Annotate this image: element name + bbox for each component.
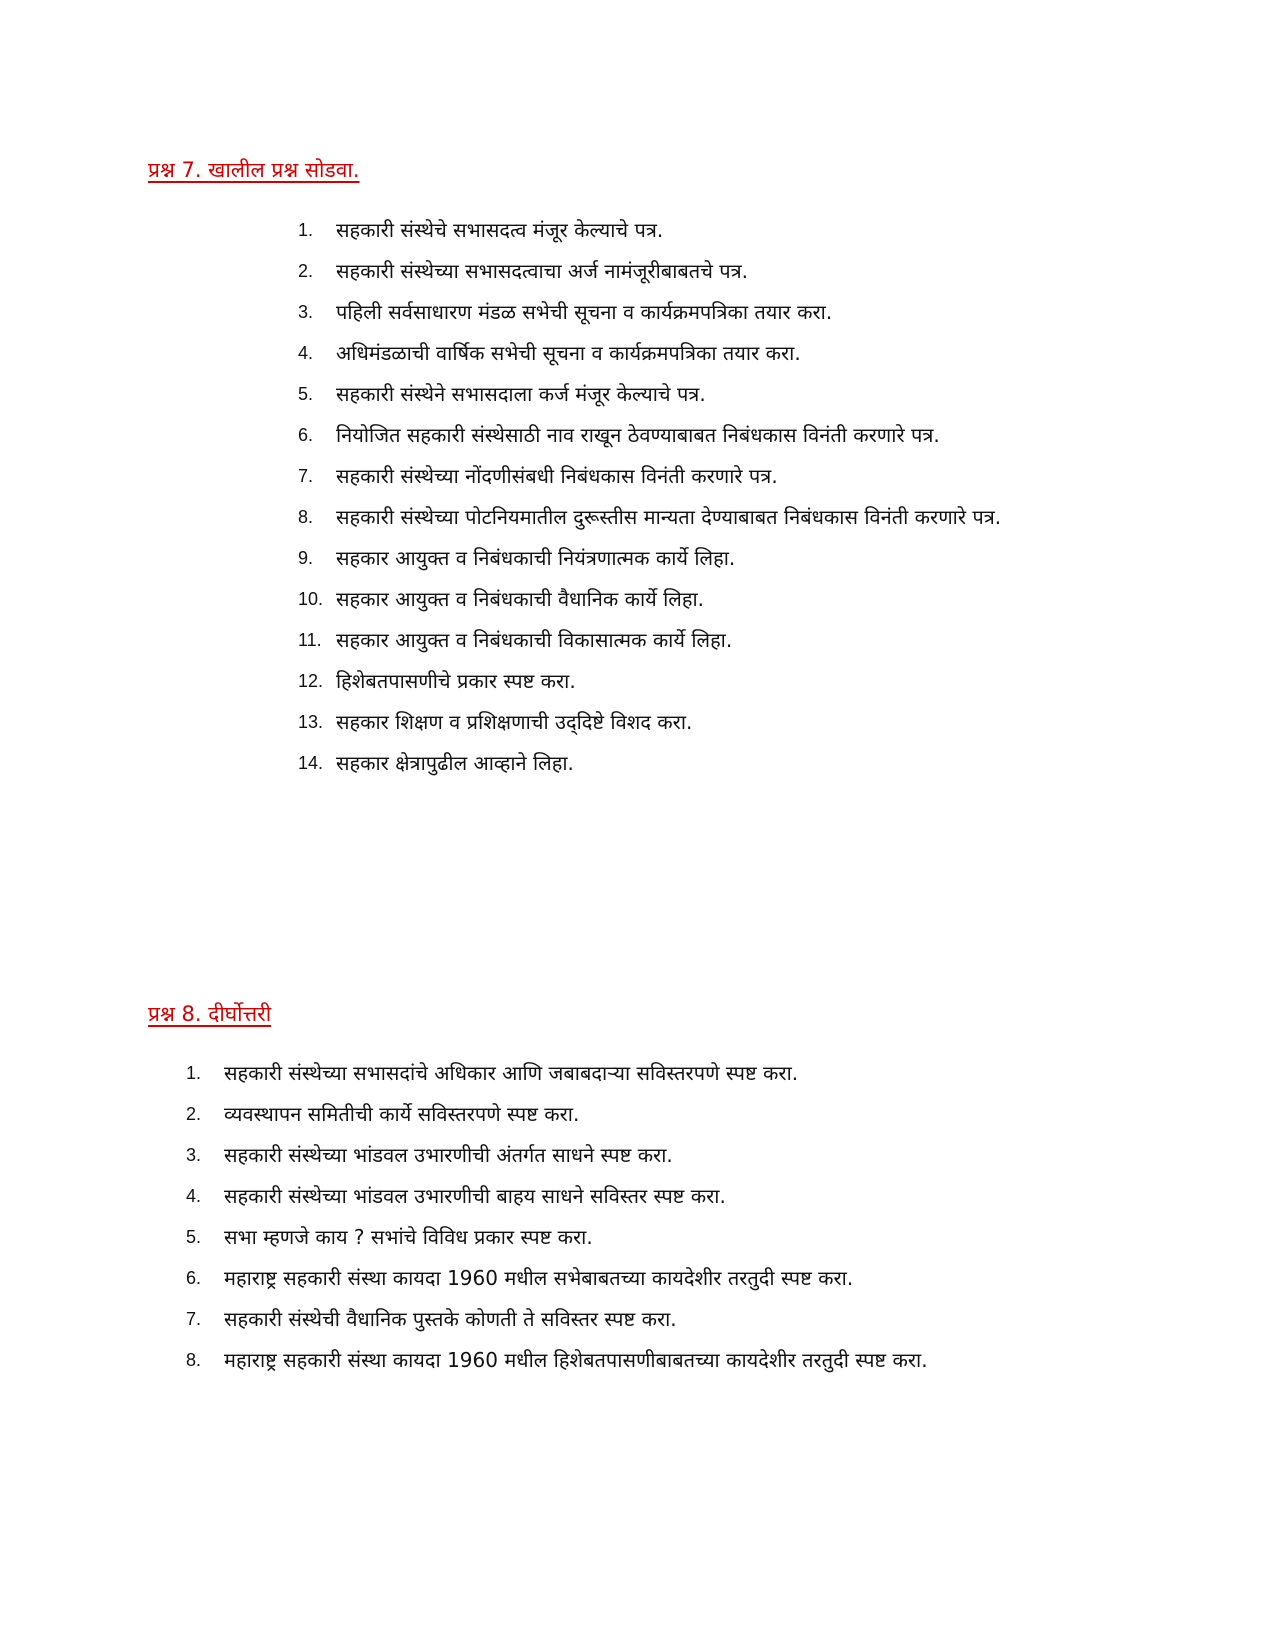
item-number: 4. [298,343,314,363]
item-text: महाराष्ट्र सहकारी संस्था कायदा 1960 मधील हिशेबतपासणीबाबतच्या कायदेशीर तरतुदी स्पष्ट करा. [224,1348,928,1372]
item-text: सहकार आयुक्त व निबंधकाची नियंत्रणात्मक कार्ये लिहा. [336,546,736,570]
item-number: 6. [298,425,314,445]
list-item [298,333,1098,374]
item-number: 14. [298,753,324,773]
item-number: 2. [186,1104,202,1124]
list-item [298,415,1098,456]
item-text: सहकार क्षेत्रापुढील आव्हाने लिहा. [336,751,574,775]
item-number: 11. [298,630,322,650]
list-item [298,620,1098,661]
item-number: 5. [186,1227,202,1247]
item-text: व्यवस्थापन समितीची कार्ये सविस्तरपणे स्पष्ट करा. [224,1102,580,1126]
item-text: सहकारी संस्थेच्या भांडवल उभारणीची अंतर्गत साधने स्पष्ट करा. [224,1143,673,1167]
item-number: 1. [298,220,314,240]
list-item [186,1053,1096,1094]
item-text: सहकारी संस्थेच्या सभासदत्वाचा अर्ज नामंजूरीबाबतचे पत्र. [336,259,749,283]
item-number: 7. [298,466,314,486]
item-text: हिशेबतपासणीचे प्रकार स्पष्ट करा. [336,669,576,693]
item-text: सहकार शिक्षण व प्रशिक्षणाची उद्‌दिष्टे विशद करा. [336,710,693,734]
list-item [298,251,1098,292]
list-item [298,497,1098,538]
list-item [298,374,1098,415]
list-item [298,538,1098,579]
item-text: सहकारी संस्थेच्या सभासदांचे अधिकार आणि जबाबदाऱ्या सविस्तरपणे स्पष्ट करा. [224,1061,799,1085]
item-number: 8. [186,1350,202,1370]
item-text: सहकारी संस्थेच्या भांडवल उभारणीची बाहय साधने सविस्तर स्पष्ट करा. [224,1184,726,1208]
item-text: अधिमंडळाची वार्षिक सभेची सूचना व कार्यक्रमपत्रिका तयार करा. [336,341,801,365]
section-heading-q8: प्रश्न 8. दीर्घोत्तरी [148,1002,272,1026]
item-number: 7. [186,1309,202,1329]
list-item [298,579,1098,620]
item-text: महाराष्ट्र सहकारी संस्था कायदा 1960 मधील सभेबाबतच्या कायदेशीर तरतुदी स्पष्ट करा. [224,1266,854,1290]
item-text: सभा म्हणजे काय ? सभांचे विविध प्रकार स्पष्ट करा. [224,1225,593,1249]
list-item [298,292,1098,333]
list-item [186,1217,1096,1258]
item-text: सहकारी संस्थेची वैधानिक पुस्तके कोणती ते सविस्तर स्पष्ट करा. [224,1307,677,1331]
item-number: 12. [298,671,324,691]
item-text: सहकारी संस्थेचे सभासदत्व मंजूर केल्याचे पत्र. [336,218,664,242]
item-number: 8. [298,507,314,527]
list-item [298,456,1098,497]
section-heading-q7: प्रश्न 7. खालील प्रश्न सोडवा. [148,158,360,182]
list-item [186,1258,1096,1299]
item-number: 6. [186,1268,202,1288]
item-text: पहिली सर्वसाधारण मंडळ सभेची सूचना व कार्यक्रमपत्रिका तयार करा. [336,300,833,324]
list-item [298,210,1098,251]
list-item [298,743,1098,784]
item-text: सहकार आयुक्त व निबंधकाची विकासात्मक कार्ये लिहा. [336,628,733,652]
list-item [186,1299,1096,1340]
item-text: नियोजित सहकारी संस्थेसाठी नाव राखून ठेवण्याबाबत निबंधकास विनंती करणारे पत्र. [336,423,940,447]
item-text: सहकारी संस्थेने सभासदाला कर्ज मंजूर केल्याचे पत्र. [336,382,706,406]
item-number: 13. [298,712,324,732]
list-item [186,1135,1096,1176]
item-number: 3. [298,302,314,322]
list-item [298,702,1098,743]
question-list-q8 [186,1053,1096,1381]
list-item [186,1176,1096,1217]
item-number: 2. [298,261,314,281]
item-number: 3. [186,1145,202,1165]
item-text: सहकारी संस्थेच्या पोटनियमातील दुरूस्तीस मान्यता देण्याबाबत निबंधकास विनंती करणारे पत्र. [336,505,1002,529]
item-number: 4. [186,1186,202,1206]
item-text: सहकार आयुक्त व निबंधकाची वैधानिक कार्ये लिहा. [336,587,704,611]
item-number: 1. [186,1063,202,1083]
item-number: 9. [298,548,314,568]
item-text: सहकारी संस्थेच्या नोंदणीसंबधी निबंधकास विनंती करणारे पत्र. [336,464,778,488]
item-number: 10. [298,589,324,609]
question-list-q7 [298,210,1098,784]
list-item [186,1094,1096,1135]
list-item [298,661,1098,702]
list-item [186,1340,1096,1381]
item-number: 5. [298,384,314,404]
